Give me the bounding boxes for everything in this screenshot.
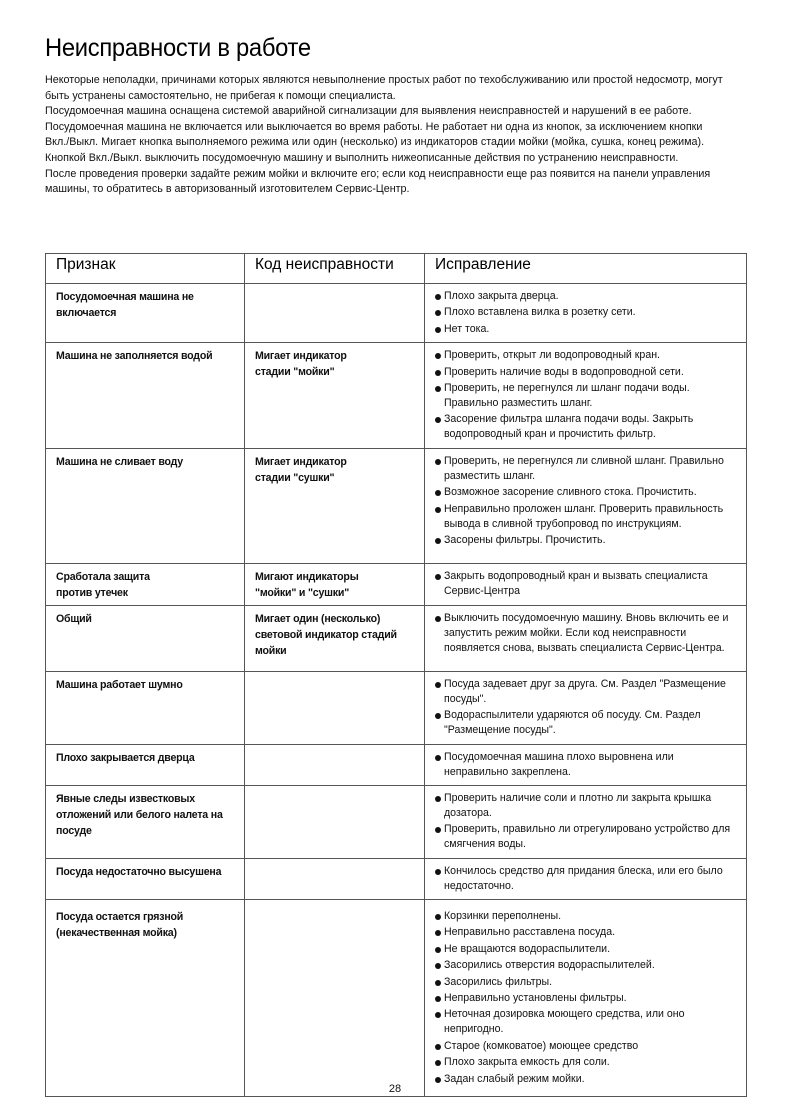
code-cell: [245, 605, 425, 671]
column-header-fix: Исправление: [425, 254, 747, 284]
symptom-text: Плохо закрывается дверца: [56, 751, 195, 764]
fix-cell: [425, 744, 747, 785]
fix-cell: [425, 900, 747, 1097]
fix-cell: [425, 563, 747, 605]
fix-item: Плохо закрыта емкость для соли.: [435, 1055, 740, 1070]
code-text: Мигает индикатор стадии "мойки": [255, 350, 347, 379]
fix-item: Засорились фильтры.: [435, 975, 740, 990]
symptom-text: Машина не сливает воду: [56, 455, 183, 468]
code-cell: [245, 284, 425, 343]
table-row: [46, 343, 747, 449]
fix-cell: [425, 284, 747, 343]
fix-item: Водораспылители ударяются об посуду. См. Раздел "Размещение посуды".: [435, 708, 740, 738]
intro-paragraph: Посудомоечная машина оснащена системой аварийной сигнализации для выявления неисправностей и нарушений в ее работе.: [45, 105, 692, 118]
symptom-cell: [46, 284, 245, 343]
fix-item: Возможное засорение сливного стока. Прочистить.: [435, 485, 740, 500]
symptom-cell: [46, 563, 245, 605]
symptom-cell: [46, 858, 245, 899]
intro-text: [45, 73, 727, 198]
code-cell: [245, 785, 425, 858]
code-text: Мигают индикаторы "мойки" и "сушки": [255, 570, 359, 599]
fix-item: Посудомоечная машина плохо выровнена или неправильно закреплена.: [435, 750, 740, 780]
fix-item: Посуда задевает друг за друга. См. Раздел "Размещение посуды".: [435, 677, 740, 707]
symptom-text: Посуда недостаточно высушена: [56, 865, 222, 878]
troubleshooting-table: [45, 253, 747, 1097]
table-row: [46, 900, 747, 1097]
fix-item: Неправильно проложен шланг. Проверить правильность вывода в сливной трубопровод по инструкциям.: [435, 502, 740, 532]
fix-item: Проверить, открыт ли водопроводный кран.: [435, 348, 740, 363]
column-header-symptom: Признак: [46, 254, 245, 284]
symptom-text: Сработала защита против утечек: [56, 570, 150, 599]
symptom-cell: [46, 900, 245, 1097]
symptom-text: Общий: [56, 612, 92, 625]
table-row: [46, 671, 747, 744]
symptom-text: Посудомоечная машина не включается: [56, 291, 194, 319]
code-cell: [245, 744, 425, 785]
fix-cell: [425, 343, 747, 449]
fix-cell: [425, 671, 747, 744]
fix-item: Кончилось средство для придания блеска, или его было недостаточно.: [435, 864, 740, 894]
fix-cell: [425, 785, 747, 858]
intro-paragraph: Посудомоечная машина не включается или выключается во время работы. Не работает ни одна из кнопок, за исключением кнопки Вкл./Выкл. Мигает кнопка выполняемого режима или один (несколько) из индикаторов стадии мойки (мойка, сушка, конец режима).: [45, 120, 705, 149]
symptom-text: Машина работает шумно: [56, 678, 183, 691]
code-cell: [245, 343, 425, 449]
symptom-cell: [46, 744, 245, 785]
symptom-text: Машина не заполняется водой: [56, 350, 213, 363]
intro-paragraph: Некоторые неполадки, причинами которых являются невыполнение простых работ по техобслуживанию или простой недосмотр, могут быть устранены самостоятельно, не прибегая к помощи специалиста.: [45, 74, 723, 102]
table-row: [46, 605, 747, 671]
fix-item: Засорились отверстия водораспылителей.: [435, 958, 740, 973]
fix-item: Засорение фильтра шланга подачи воды. Закрыть водопроводный кран и прочистить фильтр.: [435, 412, 740, 442]
symptom-cell: [46, 605, 245, 671]
symptom-text: Явные следы известковых отложений или белого налета на посуде: [56, 792, 223, 837]
fix-item: Проверить наличие соли и плотно ли закрыта крышка дозатора.: [435, 791, 740, 821]
fix-item: Плохо вставлена вилка в розетку сети.: [435, 305, 740, 320]
symptom-cell: [46, 671, 245, 744]
fix-item: Неправильно установлены фильтры.: [435, 991, 740, 1006]
fix-item: Задан слабый режим мойки.: [435, 1072, 740, 1087]
table-row: [46, 858, 747, 899]
fix-item: Нет тока.: [435, 322, 740, 337]
fix-item: Не вращаются водораспылители.: [435, 942, 740, 957]
symptom-cell: [46, 448, 245, 563]
fix-item: Проверить, не перегнулся ли шланг подачи воды. Правильно разместить шланг.: [435, 381, 740, 411]
fix-cell: [425, 448, 747, 563]
fix-cell: [425, 605, 747, 671]
fix-cell: [425, 858, 747, 899]
page-number: 28: [388, 1083, 402, 1095]
fix-item: Проверить наличие воды в водопроводной сети.: [435, 365, 740, 380]
symptom-text: Посуда остается грязной (некачественная мойка): [56, 911, 184, 940]
code-text: Мигает индикатор стадии "сушки": [255, 455, 347, 484]
column-header-code: Код неисправности: [245, 254, 425, 284]
code-cell: [245, 448, 425, 563]
code-cell: [245, 671, 425, 744]
fix-item: Выключить посудомоечную машину. Вновь включить ее и запустить режим мойки. Если код неисправности появляется снова, вызвать специалиста Сервис-Центра.: [435, 611, 740, 656]
fix-item: Старое (комковатое) моющее средство: [435, 1039, 740, 1054]
code-cell: [245, 563, 425, 605]
page-title: Неисправности в работе: [45, 34, 311, 62]
table-row: [46, 284, 747, 343]
table-row: [46, 785, 747, 858]
symptom-cell: [46, 785, 245, 858]
code-cell: [245, 900, 425, 1097]
fix-item: Неточная дозировка моющего средства, или оно непригодно.: [435, 1007, 740, 1037]
fix-item: Закрыть водопроводный кран и вызвать специалиста Сервис-Центра: [435, 569, 740, 599]
table-row: [46, 448, 747, 563]
fix-item: Проверить, правильно ли отрегулировано устройство для смягчения воды.: [435, 822, 740, 852]
fix-item: Проверить, не перегнулся ли сливной шланг. Правильно разместить шланг.: [435, 454, 740, 484]
intro-paragraph: После проведения проверки задайте режим мойки и включите его; если код неисправности еще раз появится на панели управления машины, то обратитесь в авторизованный изготовителем Сервис-Центр.: [45, 167, 711, 196]
table-header-row: [46, 254, 747, 284]
symptom-cell: [46, 343, 245, 449]
fix-item: Корзинки переполнены.: [435, 909, 740, 924]
table-row: [46, 563, 747, 605]
code-text: Мигает один (несколько) световой индикатор стадий мойки: [255, 612, 397, 657]
fix-item: Засорены фильтры. Прочистить.: [435, 533, 740, 548]
fix-item: Плохо закрыта дверца.: [435, 289, 740, 304]
intro-paragraph: Кнопкой Вкл./Выкл. выключить посудомоечную машину и выполнить нижеописанные действия по устранению неисправности.: [45, 151, 679, 164]
table-row: [46, 744, 747, 785]
fix-item: Неправильно расставлена посуда.: [435, 925, 740, 940]
code-cell: [245, 858, 425, 899]
